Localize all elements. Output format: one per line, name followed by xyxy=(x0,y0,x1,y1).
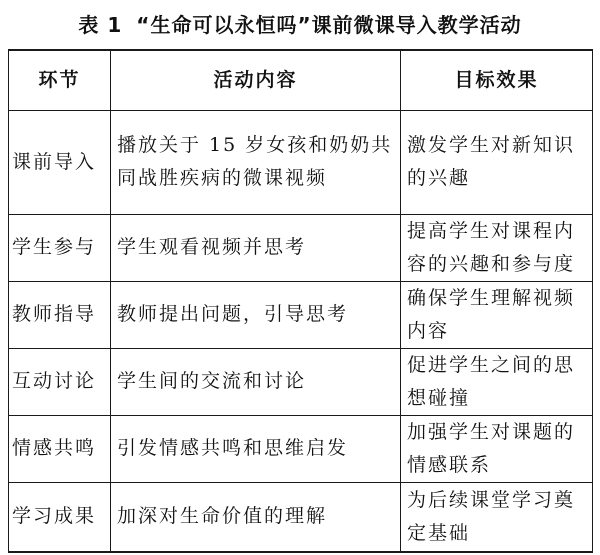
cell-content: 教师提出问题，引导思考 xyxy=(111,281,401,348)
cell-goal: 为后续课堂学习奠定基础 xyxy=(401,482,593,552)
table-row xyxy=(9,214,593,281)
table-row xyxy=(9,482,593,552)
table-number: 表 1 xyxy=(78,12,123,37)
table-title: “生命可以永恒吗”课前微课导入教学活动 xyxy=(136,12,522,37)
cell-content: 引发情感共鸣和思维启发 xyxy=(111,415,401,482)
cell-stage: 学习成果 xyxy=(9,482,111,552)
header-goal: 目标效果 xyxy=(401,50,593,110)
cell-stage: 互动讨论 xyxy=(9,348,111,415)
cell-stage: 情感共鸣 xyxy=(9,415,111,482)
activity-table xyxy=(8,49,593,553)
cell-content: 学生间的交流和讨论 xyxy=(111,348,401,415)
cell-goal: 提高学生对课程内容的兴趣和参与度 xyxy=(401,214,593,281)
table-header-row xyxy=(9,50,593,110)
cell-content: 学生观看视频并思考 xyxy=(111,214,401,281)
table-row xyxy=(9,281,593,348)
table-caption xyxy=(0,6,600,40)
cell-content: 加深对生命价值的理解 xyxy=(111,482,401,552)
table-row xyxy=(9,110,593,214)
header-stage: 环节 xyxy=(9,50,111,110)
cell-goal: 加强学生对课题的情感联系 xyxy=(401,415,593,482)
cell-goal: 促进学生之间的思想碰撞 xyxy=(401,348,593,415)
activity-table-container xyxy=(8,49,592,553)
cell-stage: 课前导入 xyxy=(9,110,111,214)
cell-stage: 教师指导 xyxy=(9,281,111,348)
cell-content: 播放关于 15 岁女孩和奶奶共同战胜疾病的微课视频 xyxy=(111,110,401,214)
header-content: 活动内容 xyxy=(111,50,401,110)
cell-goal: 确保学生理解视频内容 xyxy=(401,281,593,348)
table-row xyxy=(9,348,593,415)
table-row xyxy=(9,415,593,482)
cell-goal: 激发学生对新知识的兴趣 xyxy=(401,110,593,214)
cell-stage: 学生参与 xyxy=(9,214,111,281)
